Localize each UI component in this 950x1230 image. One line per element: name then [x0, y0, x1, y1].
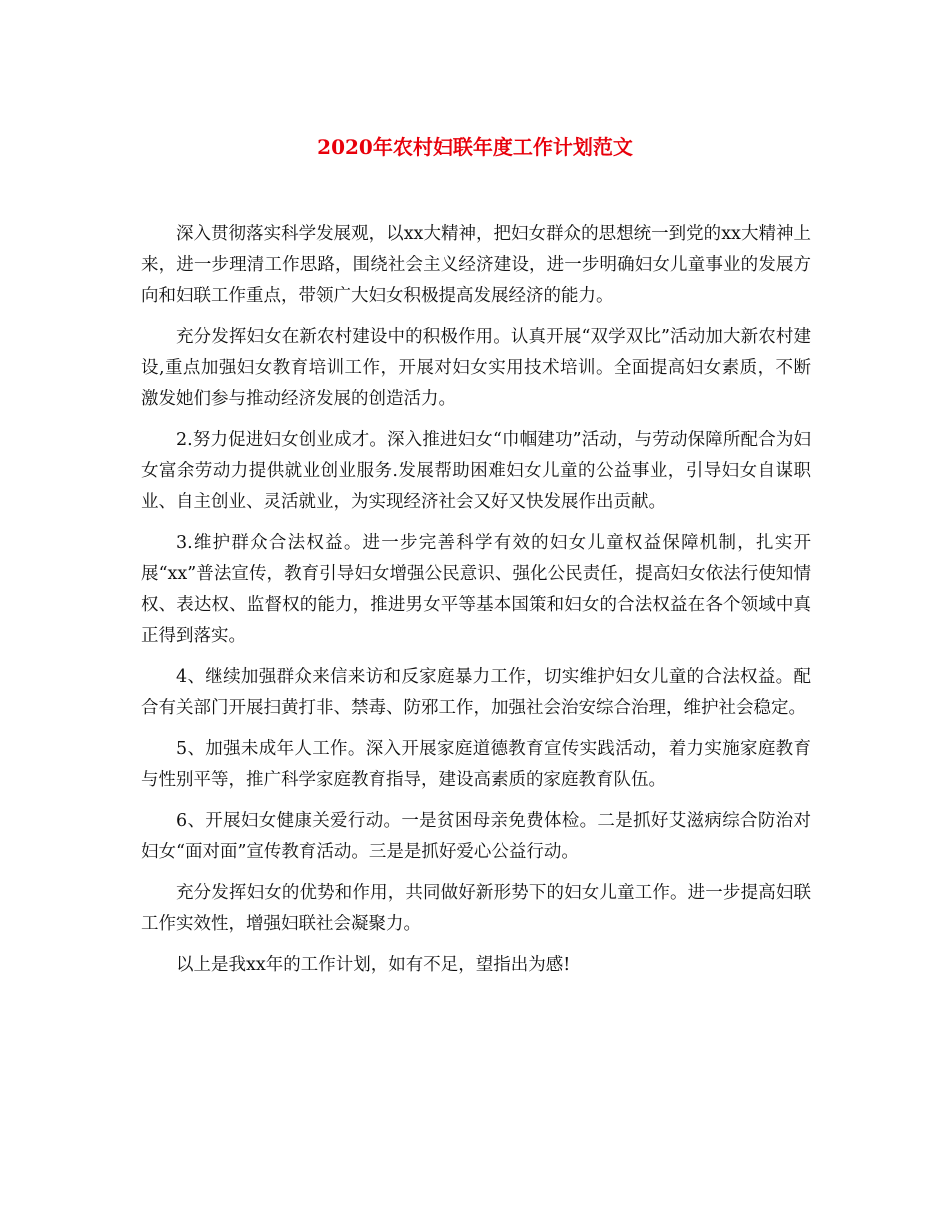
paragraph-summary: 充分发挥妇女的优势和作用，共同做好新形势下的妇女儿童工作。进一步提高妇联工作实效性，增强妇联社会凝聚力。: [141, 883, 811, 934]
document-title: 2020年农村妇联年度工作计划范文: [317, 135, 633, 159]
paragraph-item-6: 6、开展妇女健康关爱行动。一是贫困母亲免费体检。二是抓好艾滋病综合防治对妇女“面对面”宣传教育活动。三是是抓好爱心公益行动。: [141, 811, 811, 862]
document-body: [141, 219, 811, 991]
paragraph-item-2: 2.努力促进妇女创业成才。深入推进妇女“巾帼建功”活动，与劳动保障所配合为妇女富余劳动力提供就业创业服务.发展帮助困难妇女儿童的公益事业，引导妇女自谋职业、自主创业、灵活就业，为实现经济社会又好又快发展作出贡献。: [141, 430, 811, 512]
paragraph-closing: 以上是我xx年的工作计划，如有不足，望指出为感!: [176, 955, 571, 975]
paragraph-intro: 深入贯彻落实科学发展观，以xx大精神，把妇女群众的思想统一到党的xx大精神上来，进一步理清工作思路，围绕社会主义经济建设，进一步明确妇女儿童事业的发展方向和妇联工作重点，带领广大妇女积极提高发展经济的能力。: [141, 224, 811, 306]
paragraph-item-4: 4、继续加强群众来信来访和反家庭暴力工作，切实维护妇女儿童的合法权益。配合有关部门开展扫黄打非、禁毒、防邪工作，加强社会治安综合治理，维护社会稳定。: [141, 667, 811, 718]
paragraph-new-village: 充分发挥妇女在新农村建设中的积极作用。认真开展“双学双比”活动加大新农村建设,重点加强妇女教育培训工作，开展对妇女实用技术培训。全面提高妇女素质，不断激发她们参与推动经济发展的创造活力。: [141, 327, 811, 409]
paragraph-item-5: 5、加强未成年人工作。深入开展家庭道德教育宣传实践活动，着力实施家庭教育与性别平等，推广科学家庭教育指导，建设高素质的家庭教育队伍。: [141, 739, 811, 790]
paragraph-item-3: 3.维护群众合法权益。进一步完善科学有效的妇女儿童权益保障机制，扎实开展“xx”普法宣传，教育引导妇女增强公民意识、强化公民责任，提高妇女依法行使知情权、表达权、监督权的能力，推进男女平等基本国策和妇女的合法权益在各个领域中真正得到落实。: [141, 533, 811, 646]
